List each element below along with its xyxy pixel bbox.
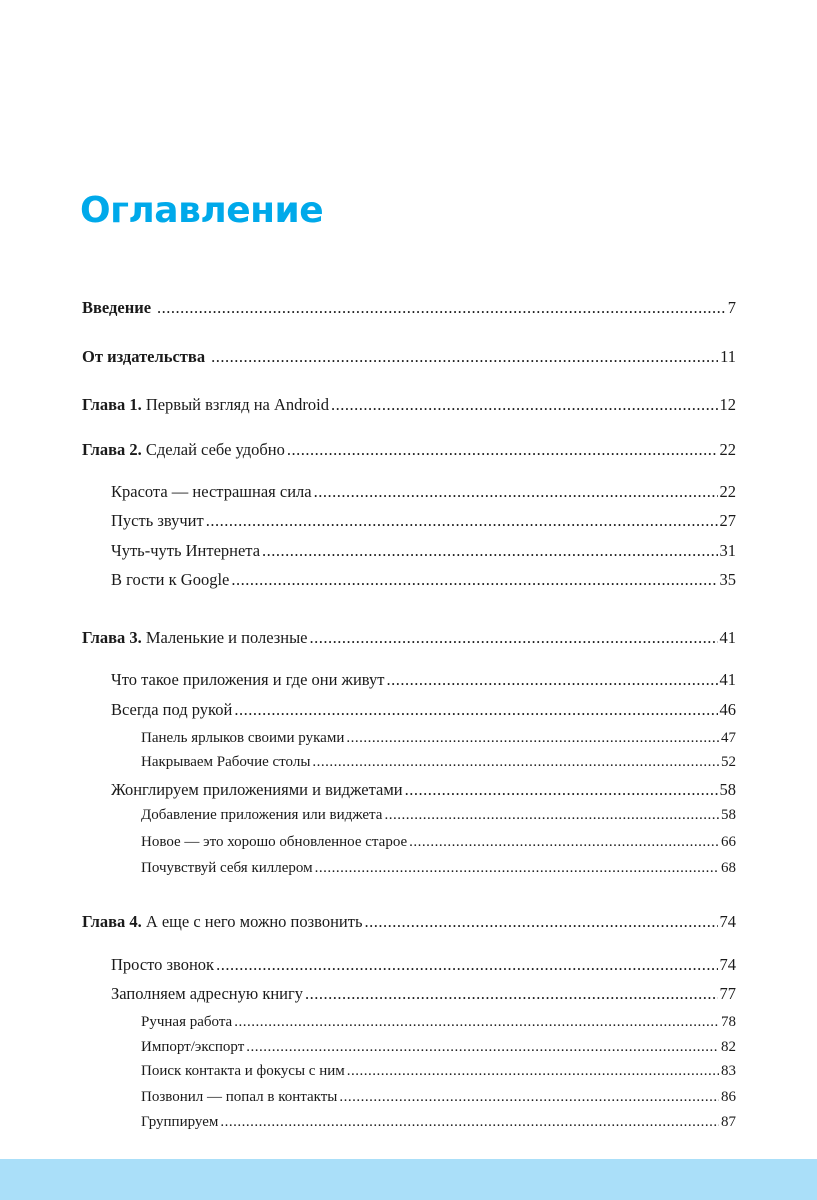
toc-entry-title: Заполняем адресную книгу [111, 984, 304, 1003]
toc-entry[interactable] [111, 541, 736, 561]
toc-entry[interactable] [82, 298, 736, 318]
toc-entry-title: Пусть звучит [111, 511, 204, 530]
toc-entry-title: Красота — нестрашная сила [111, 482, 312, 501]
dot-leader [331, 395, 718, 415]
toc-entry-title: Панель ярлыков своими руками [141, 730, 345, 746]
toc-entry-chapter: От издательства [82, 347, 206, 366]
toc-entry-title: Группируем [141, 1114, 219, 1130]
toc-entry-title: Чуть-чуть Интернета [111, 541, 261, 560]
dot-leader [206, 511, 718, 531]
toc-entry-page: 41 [719, 670, 736, 689]
toc-entry-chapter: Введение [82, 298, 152, 317]
dot-leader [246, 1037, 719, 1057]
toc-entry-page: 22 [719, 440, 736, 459]
toc-entry[interactable] [82, 440, 736, 460]
toc-entry-chapter: Глава 1. [82, 395, 142, 414]
toc-entry[interactable] [111, 482, 736, 502]
toc-entry-page: 83 [721, 1063, 736, 1079]
toc-entry-title: Жонглируем приложениями и виджетами [111, 780, 403, 799]
dot-leader [211, 347, 718, 367]
dot-leader [347, 1061, 719, 1081]
toc-entry[interactable] [111, 700, 736, 720]
toc-entry[interactable] [141, 832, 736, 852]
toc-entry[interactable] [141, 1037, 736, 1057]
dot-leader [409, 832, 719, 852]
toc-entry[interactable] [82, 347, 736, 367]
toc-entry[interactable] [141, 752, 736, 772]
toc-entry-title: Всегда под рукой [111, 700, 233, 719]
toc-entry-title: А еще с него можно позвонить [145, 912, 363, 931]
toc-entry[interactable] [111, 780, 736, 800]
toc-entry-title: Накрываем Рабочие столы [141, 754, 311, 770]
toc-entry-page: 58 [721, 807, 736, 823]
toc-entry[interactable] [141, 1061, 736, 1081]
dot-leader [231, 570, 717, 590]
footer-band [0, 1159, 817, 1200]
toc-entry[interactable] [82, 628, 736, 648]
dot-leader [314, 482, 718, 502]
toc-entry-page: 78 [721, 1014, 736, 1030]
toc-entry-page: 47 [721, 730, 736, 746]
toc-entry-title: Просто звонок [111, 955, 215, 974]
toc-entry-title: Сделай себе удобно [145, 440, 285, 459]
dot-leader [216, 955, 717, 975]
toc-entry-page: 35 [719, 570, 736, 589]
dot-leader [157, 298, 726, 318]
toc-entry[interactable] [141, 1012, 736, 1032]
toc-entry-page: 22 [719, 482, 736, 501]
toc-entry-title: Импорт/экспорт [141, 1039, 245, 1055]
toc-entry[interactable] [111, 984, 736, 1004]
toc-entry-chapter: Глава 2. [82, 440, 142, 459]
toc-entry-page: 31 [719, 541, 736, 560]
dot-leader [386, 670, 717, 690]
dot-leader [220, 1112, 719, 1132]
dot-leader [384, 805, 719, 825]
toc-entry-title: В гости к Google [111, 570, 230, 589]
toc-entry-page: 7 [727, 298, 736, 317]
dot-leader [287, 440, 718, 460]
toc-entry[interactable] [141, 1087, 736, 1107]
toc-entry-chapter: Глава 3. [82, 628, 142, 647]
toc-entry-page: 66 [721, 834, 736, 850]
toc-entry-title: Первый взгляд на Android [145, 395, 329, 414]
toc-entry-chapter: Глава 4. [82, 912, 142, 931]
dot-leader [346, 728, 719, 748]
toc-entry[interactable] [82, 912, 736, 932]
toc-entry-page: 77 [719, 984, 736, 1003]
toc-entry[interactable] [111, 670, 736, 690]
toc-entry-page: 12 [719, 395, 736, 414]
dot-leader [234, 1012, 719, 1032]
dot-leader [234, 700, 717, 720]
toc-entry-title: Что такое приложения и где они живут [111, 670, 385, 689]
toc-entry-page: 68 [721, 860, 736, 876]
toc-entry-page: 86 [721, 1089, 736, 1105]
dot-leader [305, 984, 717, 1004]
toc-entry-page: 74 [719, 955, 736, 974]
toc-entry-page: 82 [721, 1039, 736, 1055]
toc-entry-page: 87 [721, 1114, 736, 1130]
toc-entry[interactable] [141, 1112, 736, 1132]
toc-entry[interactable] [111, 955, 736, 975]
toc-entry[interactable] [141, 728, 736, 748]
toc-entry-page: 74 [719, 912, 736, 931]
toc-entry-page: 52 [721, 754, 736, 770]
toc-entry[interactable] [111, 511, 736, 531]
dot-leader [315, 858, 719, 878]
toc-entry[interactable] [141, 858, 736, 878]
toc-entry-title: Почувствуй себя киллером [141, 860, 313, 876]
dot-leader [339, 1087, 719, 1107]
toc-entry-title: Поиск контакта и фокусы с ним [141, 1063, 345, 1079]
toc-entry-title: Маленькие и полезные [145, 628, 308, 647]
dot-leader [405, 780, 718, 800]
toc-entry[interactable] [82, 395, 736, 415]
toc-entry[interactable] [111, 570, 736, 590]
toc-entry-title: Ручная работа [141, 1014, 233, 1030]
toc-entry-page: 58 [719, 780, 736, 799]
toc-entry-title: Новое — это хорошо обновленное старое [141, 834, 408, 850]
toc-entry-title: Позвонил — попал в контакты [141, 1089, 338, 1105]
toc-entry-page: 46 [719, 700, 736, 719]
toc-entry-title: Добавление приложения или виджета [141, 807, 383, 823]
dot-leader [364, 912, 717, 932]
dot-leader [310, 628, 718, 648]
toc-entry-page: 11 [720, 347, 736, 366]
toc-entry-page: 27 [719, 511, 736, 530]
dot-leader [312, 752, 719, 772]
page-title: Оглавление [80, 190, 324, 231]
toc-entry-page: 41 [719, 628, 736, 647]
toc-entry[interactable] [141, 805, 736, 825]
dot-leader [262, 541, 717, 561]
